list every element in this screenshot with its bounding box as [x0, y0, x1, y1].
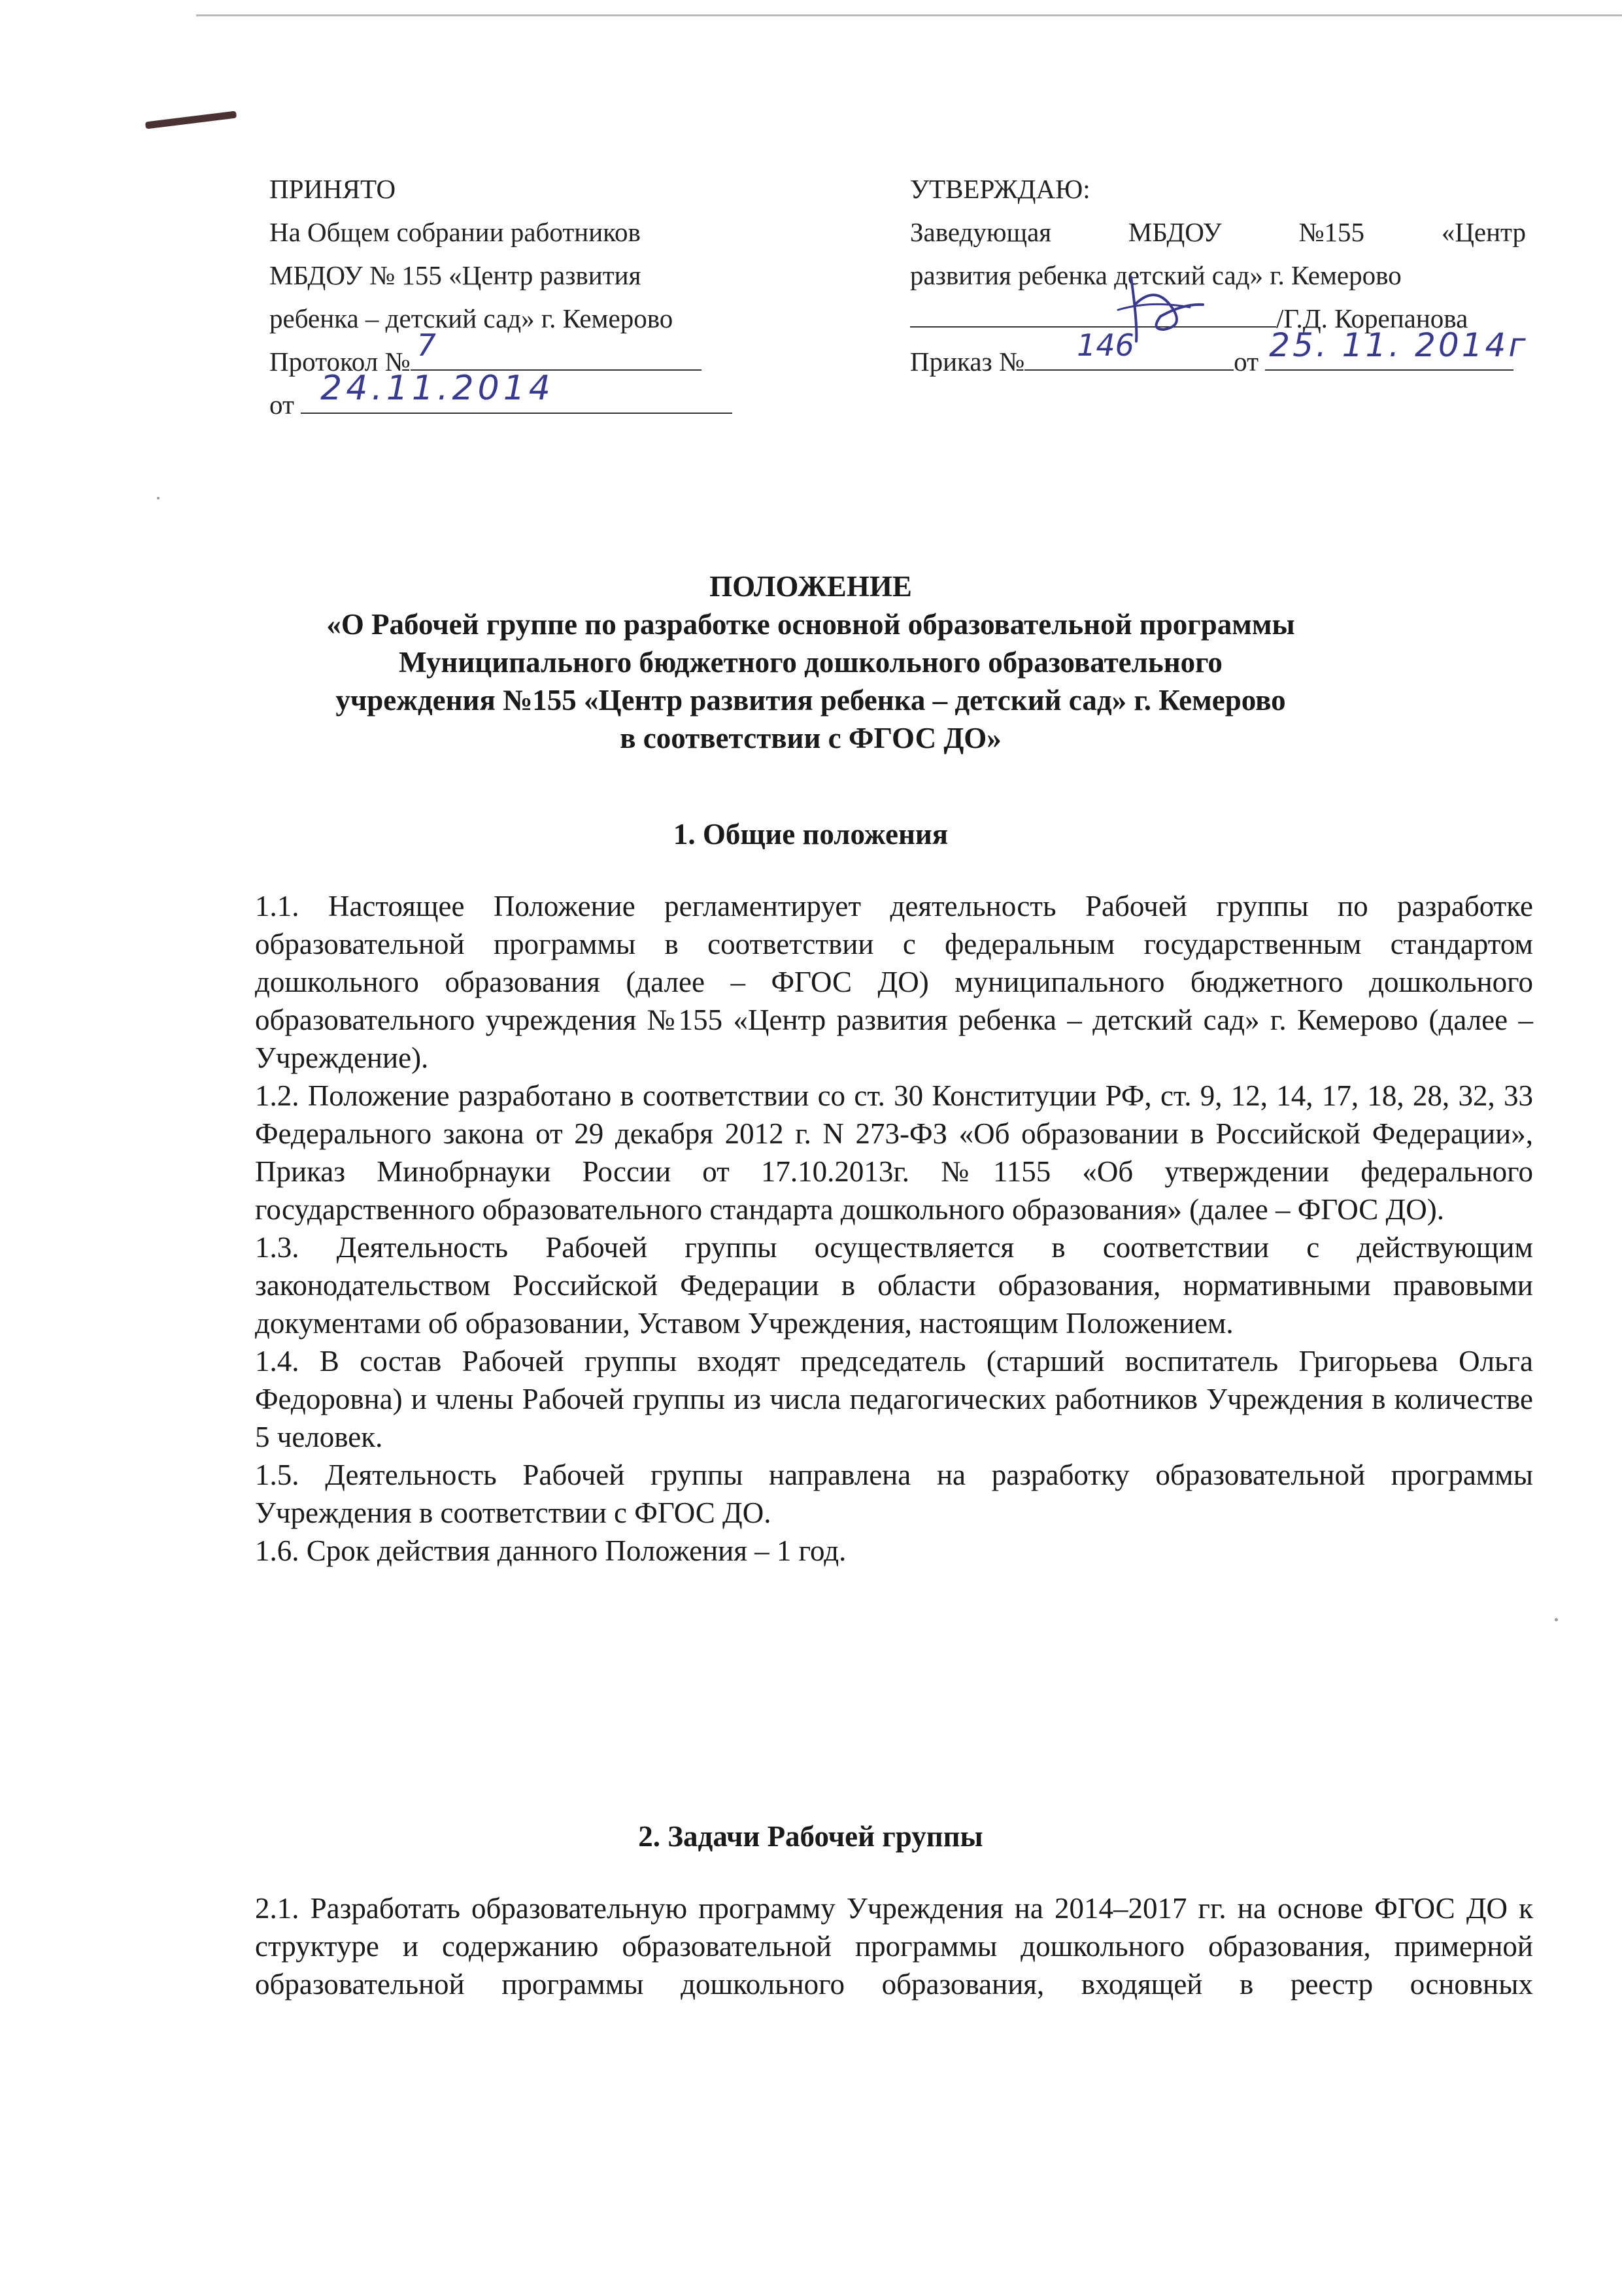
- paragraph-1-4: 1.4. В состав Рабочей группы входят председатель (старший воспитатель Григорьева Ольга Федоровна) и члены Рабочей группы из числа педагогических работников Учреждения в количестве 5 человек.: [255, 1345, 1533, 1453]
- approved-date-handwritten: 24.11.2014: [320, 369, 554, 408]
- protocol-number-handwritten: 7: [416, 328, 436, 363]
- paragraph-1-6: 1.6. Срок действия данного Положения – 1 год.: [255, 1534, 847, 1567]
- approved-date-field: [301, 369, 732, 414]
- signatory-name: /Г.Д. Корепанова: [1276, 303, 1468, 333]
- order-label: Приказ №: [910, 346, 1025, 377]
- approve-word: МБДОУ: [1128, 217, 1222, 247]
- scan-edge-line: [196, 14, 1622, 16]
- order-number-handwritten: 146: [1077, 328, 1134, 363]
- title-line-4: учреждения №155 «Центр развития ребенка – детский сад» г. Кемерово: [335, 684, 1286, 717]
- approve-word: №155: [1298, 217, 1365, 247]
- section-1-body: [255, 887, 1533, 1570]
- section-heading-2: 2. Задачи Рабочей группы: [638, 1820, 983, 1853]
- protocol-label: Протокол №: [269, 346, 411, 377]
- section-heading-1: 1. Общие положения: [673, 818, 949, 851]
- section-2-body: [255, 1889, 1533, 2003]
- approve-block: [910, 167, 1529, 383]
- approve-word: «Центр: [1441, 217, 1526, 247]
- document-title: [196, 567, 1425, 757]
- title-line-3: Муниципального бюджетного дошкольного образовательного: [399, 646, 1223, 679]
- approved-line-3: ребенка – детский сад» г. Кемерово: [269, 303, 673, 333]
- approve-line-1: [910, 211, 1526, 254]
- approved-heading: ПРИНЯТО: [269, 174, 396, 204]
- scan-speck: [1555, 1618, 1558, 1621]
- approve-word: Заведующая: [910, 217, 1052, 247]
- approved-line-2: МБДОУ № 155 «Центр развития: [269, 260, 641, 290]
- order-date-label: от: [1234, 346, 1259, 377]
- order-date-field: [1265, 326, 1529, 371]
- approved-date-line: [269, 369, 766, 426]
- approved-line-1: На Общем собрании работников: [269, 217, 641, 247]
- paragraph-1-2: 1.2. Положение разработано в соответствии со ст. 30 Конституции РФ, ст. 9, 12, 14, 17, 18, 28, 32, 33 Федерального закона от 29 декабря 2012 г. N 273-ФЗ «Об образовании в Российской Федерации», Приказ Минобрнауки России от 17.10.2013г. №1155 «Об утверждении федерального государственного образовательного стандарта дошкольного образования» (далее – ФГОС ДО).: [255, 1079, 1533, 1226]
- paragraph-1-5: 1.5. Деятельность Рабочей группы направлена на разработку образовательной программы Учреждения в соответствии с ФГОС ДО.: [255, 1459, 1533, 1529]
- pen-mark: [145, 111, 237, 129]
- approve-heading: УТВЕРЖДАЮ:: [910, 174, 1090, 204]
- order-line: [910, 326, 1529, 383]
- handwritten-signature: [1111, 264, 1209, 349]
- paragraph-2-1: 2.1. Разработать образовательную программу Учреждения на 2014–2017 гг. на основе ФГОС ДО к структуре и содержанию образовательной программы дошкольного образования, примерной образовательной программы дошкольного образования, входящей в реестр основных: [255, 1892, 1533, 2001]
- approve-line-2: развития ребенка детский сад» г. Кемерово: [910, 260, 1402, 290]
- order-date-handwritten: 25. 11. 2014г: [1269, 326, 1529, 364]
- title-line-5: в соответствии с ФГОС ДО»: [620, 722, 1002, 754]
- title-line-2: «О Рабочей группе по разработке основной образовательной программы: [326, 608, 1295, 641]
- paragraph-1-3: 1.3. Деятельность Рабочей группы осуществляется в соответствии с действующим законодательством Российской Федерации в области образования, нормативными правовыми документами об образовании, Уставом Учреждения, настоящим Положением.: [255, 1231, 1533, 1340]
- title-line-1: ПОЛОЖЕНИЕ: [709, 570, 912, 603]
- approved-date-label: от: [269, 390, 294, 420]
- paragraph-1-1: 1.1. Настоящее Положение регламентирует деятельность Рабочей группы по разработке образовательной программы в соответствии с федеральным государственным стандартом дошкольного образования (далее – ФГОС ДО) муниципального бюджетного дошкольного образовательного учреждения №155 «Центр развития ребенка – детский сад» г. Кемерово (далее – Учреждение).: [255, 890, 1533, 1074]
- scan-speck: [157, 497, 160, 499]
- approved-block: [269, 167, 766, 426]
